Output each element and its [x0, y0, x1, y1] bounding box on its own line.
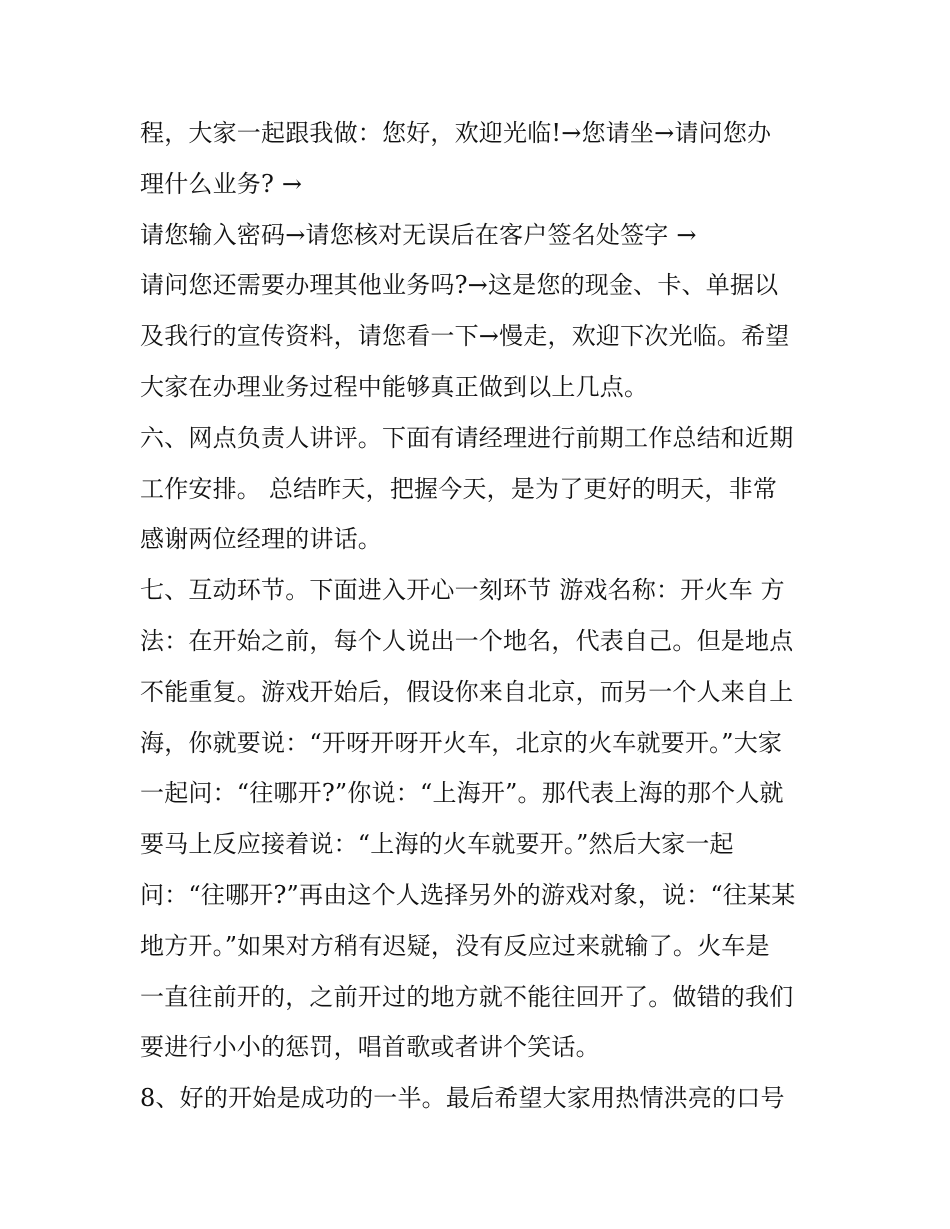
section-six-heading-line: 六、网点负责人讲评。下面有请经理进行前期工作总结和近期 [140, 423, 794, 452]
text-line: 要马上反应接着说：“上海的火车就要开。”然后大家一起 [140, 830, 734, 859]
text-line: 感谢两位经理的讲话。 [140, 525, 382, 554]
text-line: 一起问：“往哪开?”你说：“上海开”。那代表上海的那个人就 [140, 779, 784, 808]
text-line: 理什么业务? → [140, 169, 303, 198]
section-eight-heading-line: 8、好的开始是成功的一半。最后希望大家用热情洪亮的口号 [140, 1084, 785, 1113]
text-line: 要进行小小的惩罚，唱首歌或者讲个笑话。 [140, 1033, 600, 1062]
text-line: 一直往前开的，之前开过的地方就不能往回开了。做错的我们 [140, 982, 794, 1011]
text-line: 大家在办理业务过程中能够真正做到以上几点。 [140, 372, 649, 401]
text-line: 请问您还需要办理其他业务吗?→这是您的现金、卡、单据以 [140, 271, 779, 300]
text-line: 请您输入密码→请您核对无误后在客户签名处签字 → [140, 220, 697, 249]
text-line: 海，你就要说：“开呀开呀开火车，北京的火车就要开。”大家 [140, 728, 783, 757]
text-line: 工作安排。 总结昨天，把握今天，是为了更好的明天，非常 [140, 474, 778, 503]
text-line: 及我行的宣传资料，请您看一下→慢走，欢迎下次光临。希望 [140, 322, 790, 351]
body-text [140, 108, 820, 1124]
text-line: 法：在开始之前，每个人说出一个地名，代表自己。但是地点 [140, 626, 794, 655]
text-line: 程，大家一起跟我做：您好，欢迎光临!→您请坐→请问您办 [140, 119, 772, 147]
text-line: 地方开。”如果对方稍有迟疑，没有反应过来就输了。火车是 [140, 931, 770, 960]
text-line: 不能重复。游戏开始后，假设你来自北京，而另一个人来自上 [140, 677, 794, 706]
section-seven-heading-line: 七、互动环节。下面进入开心一刻环节 游戏名称：开火车 方 [140, 576, 785, 605]
text-line: 问：“往哪开?”再由这个人选择另外的游戏对象，说：“往某某 [140, 880, 796, 909]
